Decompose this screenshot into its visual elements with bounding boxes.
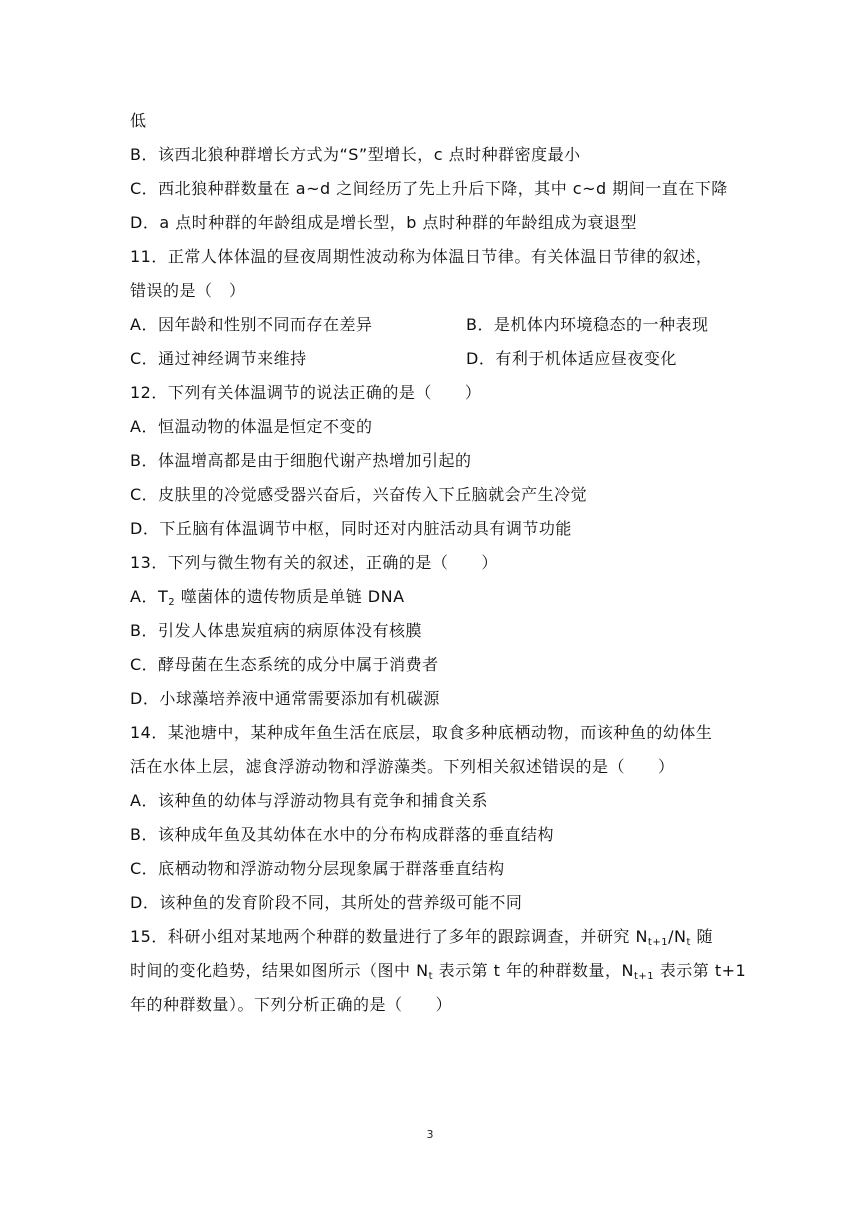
question-11-stem-cont: 错误的是（ ）: [130, 281, 246, 300]
question-15-stem: [130, 927, 713, 947]
q14-option-d: D．该种鱼的发育阶段不同，其所处的营养级可能不同: [130, 893, 523, 912]
q12-option-b: B．体温增高都是由于细胞代谢产热增加引起的: [130, 451, 472, 470]
subscript: t: [428, 971, 433, 982]
text-line: 低: [130, 111, 147, 130]
q11-option-d: D．有利于机体适应昼夜变化: [466, 349, 677, 368]
q13-option-a-pre: A．T: [130, 587, 169, 606]
q13-option-d: D．小球藻培养液中通常需要添加有机碳源: [130, 689, 440, 708]
option-d: D．a 点时种群的年龄组成是增长型，b 点时种群的年龄组成为衰退型: [130, 213, 637, 232]
q15-text-3: 随: [690, 927, 713, 946]
question-14-stem-cont: 活在水体上层，滤食浮游动物和浮游藻类。下列相关叙述错误的是（ ）: [130, 757, 675, 776]
q14-option-b: B．该种成年鱼及其幼体在水中的分布构成群落的垂直结构: [130, 825, 554, 844]
question-15-stem-cont: [130, 961, 746, 981]
q14-option-a: A．该种鱼的幼体与浮游动物具有竞争和捕食关系: [130, 791, 488, 810]
q15-text-4: 时间的变化趋势，结果如图所示（图中 N: [130, 961, 429, 980]
subscript: t+1: [647, 937, 669, 948]
question-14-stem: 14．某池塘中，某种成年鱼生活在底层，取食多种底栖动物，而该种鱼的幼体生: [130, 723, 713, 742]
question-13-stem: 13．下列与微生物有关的叙述，正确的是（ ）: [130, 553, 498, 572]
q15-text-5: 表示第 t 年的种群数量，N: [432, 961, 634, 980]
q15-text-2: /N: [668, 927, 687, 946]
option-c: C．西北狼种群数量在 a~d 之间经历了先上升后下降，其中 c~d 期间一直在下降: [130, 179, 728, 198]
q11-option-b: B．是机体内环境稳态的一种表现: [466, 315, 709, 334]
subscript: t+1: [634, 971, 655, 982]
page-number: 3: [426, 1128, 434, 1141]
option-b: B．该西北狼种群增长方式为“S”型增长，c 点时种群密度最小: [130, 145, 581, 164]
q14-option-c: C．底栖动物和浮游动物分层现象属于群落垂直结构: [130, 859, 505, 878]
subscript: 2: [168, 597, 176, 608]
q12-option-a: A．恒温动物的体温是恒定不变的: [130, 417, 373, 436]
q13-option-b: B．引发人体患炭疽病的病原体没有核膜: [130, 621, 422, 640]
q12-option-c: C．皮肤里的冷觉感受器兴奋后，兴奋传入下丘脑就会产生冷觉: [130, 485, 588, 504]
question-11-stem: 11．正常人体体温的昼夜周期性波动称为体温日节律。有关体温日节律的叙述，: [130, 247, 713, 266]
q12-option-d: D．下丘脑有体温调节中枢，同时还对内脏活动具有调节功能: [130, 519, 572, 538]
question-12-stem: 12．下列有关体温调节的说法正确的是（ ）: [130, 383, 482, 402]
q13-option-a-post: 噬菌体的遗传物质是单链 DNA: [175, 587, 405, 606]
q11-option-a: A．因年龄和性别不同而存在差异: [130, 315, 373, 334]
q13-option-c: C．酵母菌在生态系统的成分中属于消费者: [130, 655, 439, 674]
q15-text-1: 15．科研小组对某地两个种群的数量进行了多年的跟踪调查，并研究 N: [130, 927, 648, 946]
q15-text-6: 表示第 t+1: [654, 961, 747, 980]
q13-option-a: [130, 587, 405, 607]
subscript: t: [686, 937, 691, 948]
question-15-stem-end: 年的种群数量）。下列分析正确的是（ ）: [130, 995, 453, 1014]
q11-option-c: C．通过神经调节来维持: [130, 349, 307, 368]
